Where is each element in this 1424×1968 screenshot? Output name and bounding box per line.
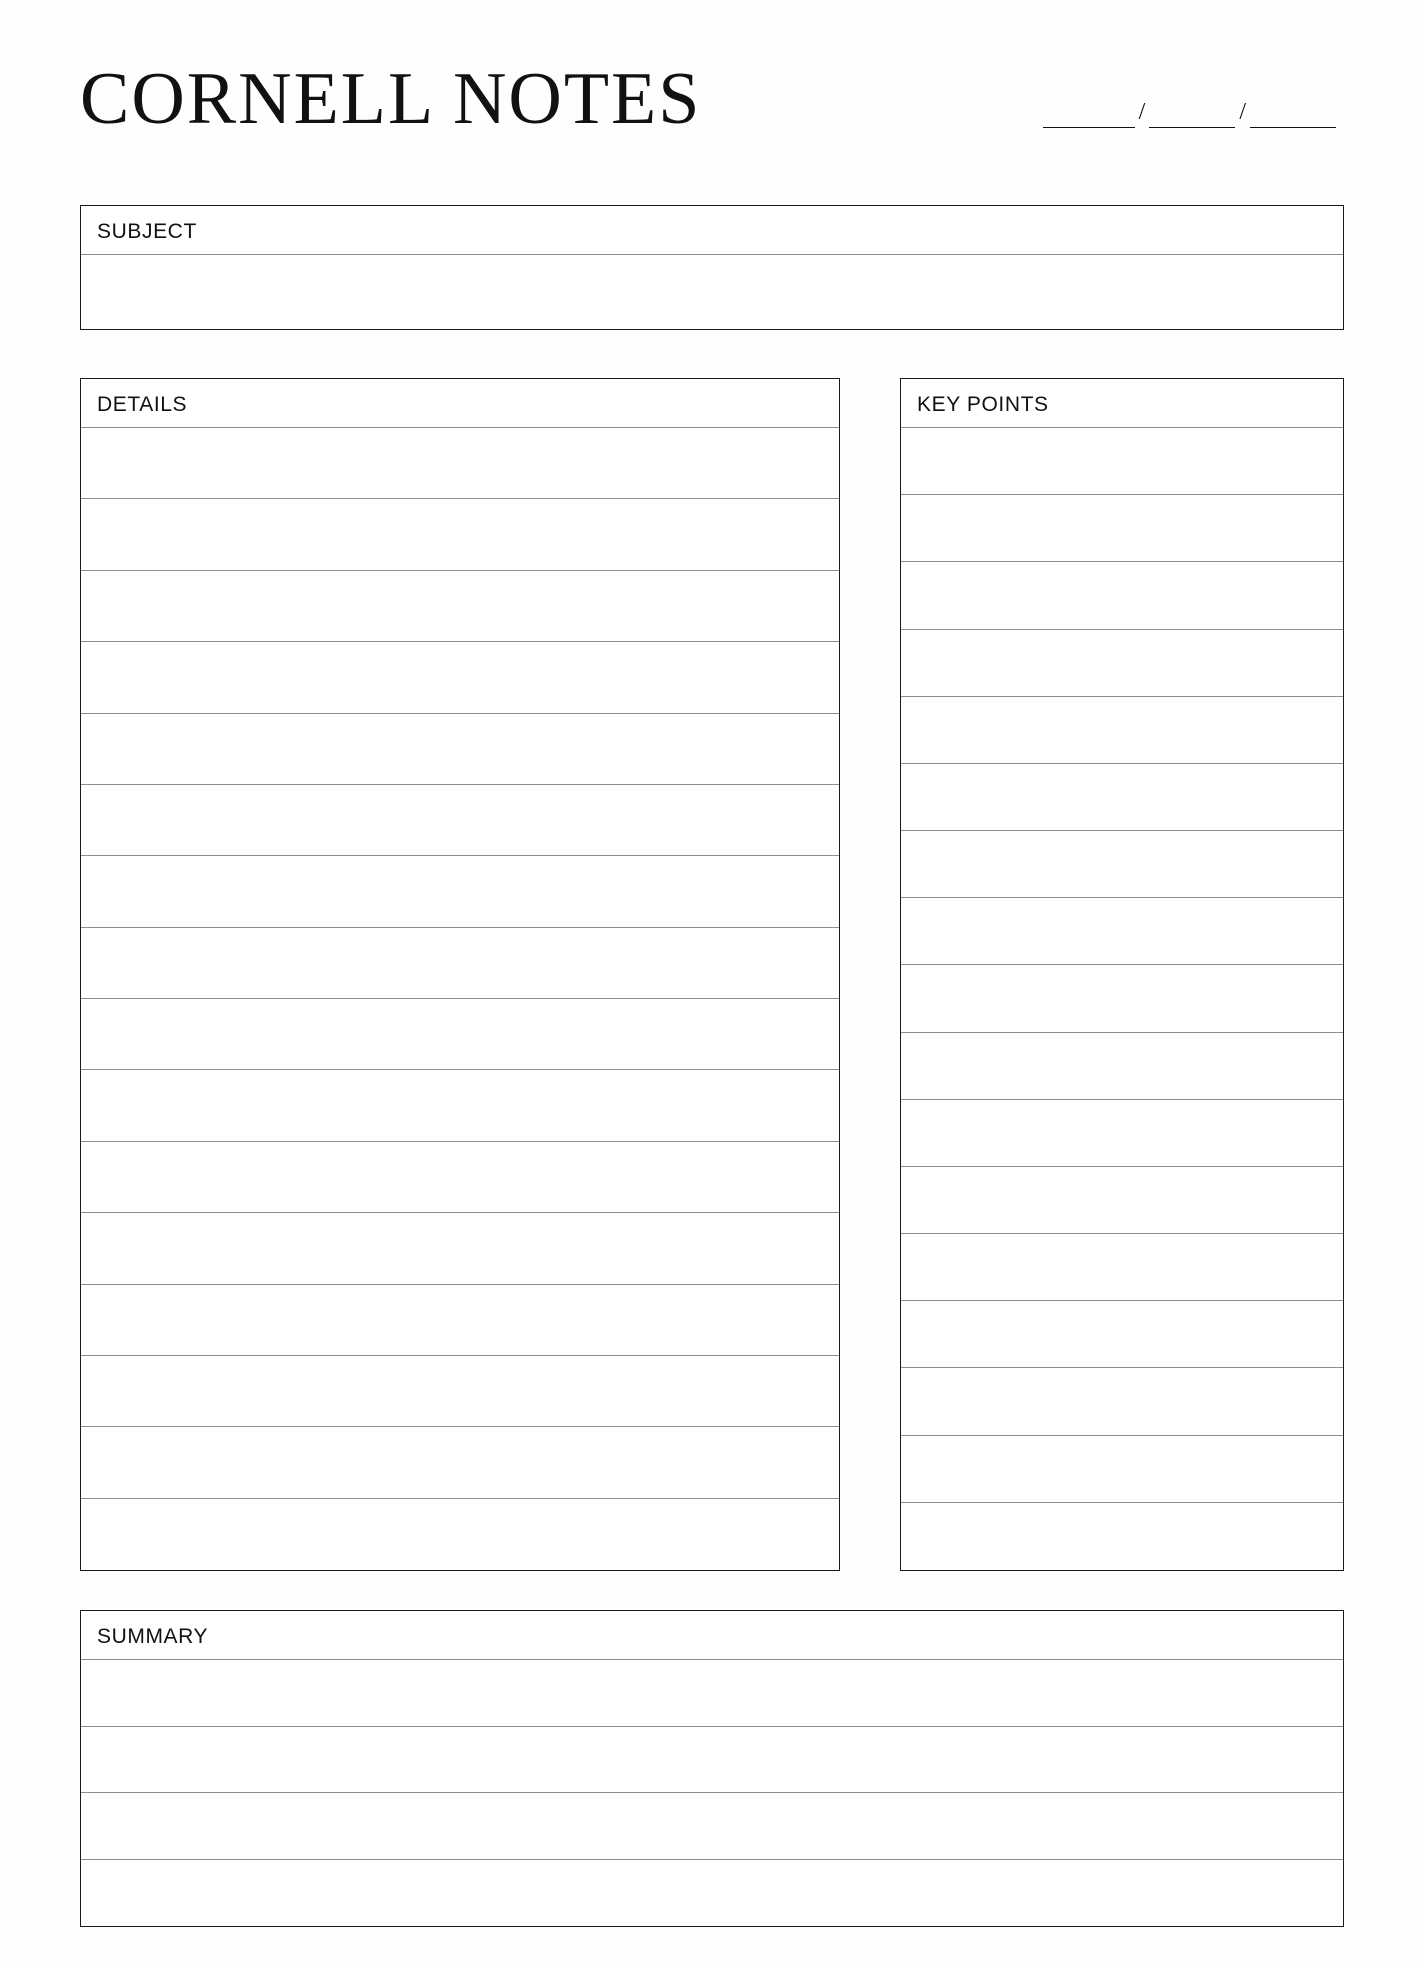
details-section[interactable] [80, 378, 840, 1571]
rule-line [901, 696, 1343, 763]
details-label: DETAILS [97, 393, 188, 416]
rule-line [901, 629, 1343, 696]
date-segment-month[interactable] [1149, 97, 1235, 128]
details-writing-area[interactable] [81, 427, 839, 1569]
rule-line [81, 1859, 1343, 1926]
page-title: CORNELL NOTES [80, 58, 702, 140]
rule-line [901, 1099, 1343, 1166]
rule-line [901, 1233, 1343, 1300]
rule-line [81, 1141, 839, 1212]
rule-line [81, 1284, 839, 1355]
date-separator-1: / [1138, 99, 1146, 125]
subject-label: SUBJECT [97, 220, 197, 243]
rule-line [81, 498, 839, 569]
rule-line [901, 1435, 1343, 1502]
rule-line [81, 1498, 839, 1569]
rule-line [81, 855, 839, 926]
rule-line [81, 427, 839, 498]
rule-line [901, 897, 1343, 964]
rule-line [81, 1792, 1343, 1859]
rule-line [901, 1166, 1343, 1233]
rule-line [81, 1659, 1343, 1726]
rule-line [901, 763, 1343, 830]
rule-line [901, 561, 1343, 628]
rule-line [81, 641, 839, 712]
rule-line [901, 1502, 1343, 1569]
rule-line [901, 1032, 1343, 1099]
summary-writing-area[interactable] [81, 1659, 1343, 1925]
rule-line [81, 927, 839, 998]
date-segment-year[interactable] [1250, 97, 1336, 128]
date-field[interactable] [1043, 97, 1344, 128]
rule-line [81, 998, 839, 1069]
rule-line [901, 1300, 1343, 1367]
rule-line [901, 964, 1343, 1031]
key-points-writing-area[interactable] [901, 427, 1343, 1569]
rule-line [901, 1367, 1343, 1434]
rule-line [81, 1426, 839, 1497]
rule-line [81, 1212, 839, 1283]
rule-line [81, 254, 1343, 330]
summary-section[interactable] [80, 1610, 1344, 1927]
rule-line [81, 784, 839, 855]
subject-writing-area[interactable] [81, 254, 1343, 330]
date-segment-day[interactable] [1043, 97, 1135, 128]
rule-line [901, 427, 1343, 494]
rule-line [81, 1355, 839, 1426]
key-points-section[interactable] [900, 378, 1344, 1571]
rule-line [81, 570, 839, 641]
key-points-label: KEY POINTS [917, 393, 1049, 416]
date-separator-2: / [1239, 99, 1246, 125]
subject-section[interactable] [80, 205, 1344, 330]
rule-line [901, 494, 1343, 561]
rule-line [81, 1726, 1343, 1793]
rule-line [81, 713, 839, 784]
rule-line [901, 830, 1343, 897]
summary-label: SUMMARY [97, 1625, 209, 1648]
rule-line [81, 1069, 839, 1140]
document-header [80, 48, 1344, 138]
